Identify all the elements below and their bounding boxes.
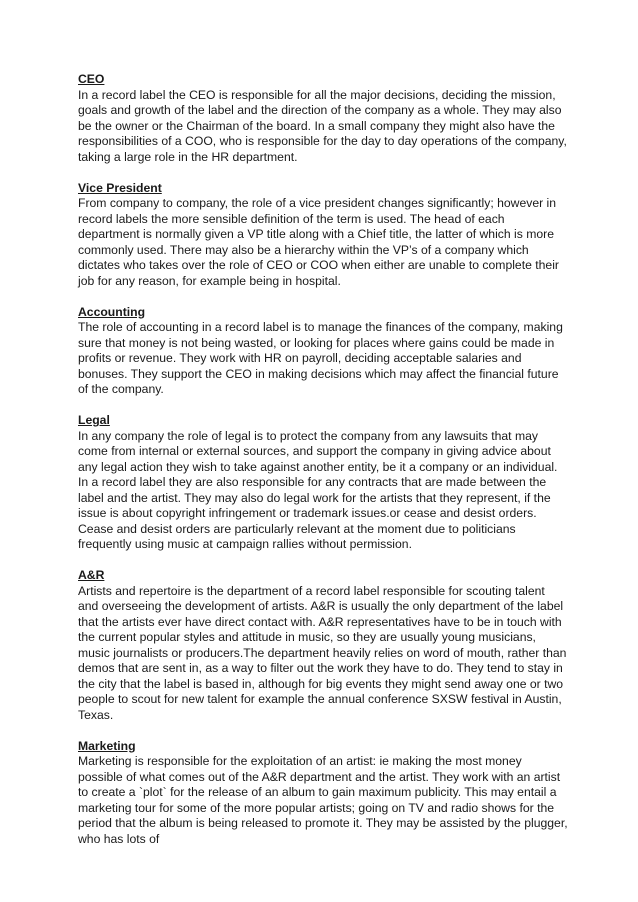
section-heading: Marketing — [78, 738, 136, 753]
section-heading: Accounting — [78, 304, 146, 319]
section-legal — [78, 413, 568, 553]
section-heading: A&R — [78, 568, 105, 582]
section-paragraph: In a record label the CEO is responsible for all the major decisions, deciding the mission, goals and growth of the label and the direction of the company as a whole. They may also be the owner or the Chairman of the board. In a small company they might also have the responsibilities of a COO, who is responsible for the day to day operations of the company, taking a large role in the HR department. — [78, 87, 567, 164]
section-heading: Legal — [78, 413, 110, 427]
section-paragraph: Artists and repertoire is the department of a record label responsible for scouting talent and overseeing the development of artists. A&R is usually the only department of the label that the artists ever have direct contact with. A&R representatives have to be in touch with the current popular styles and attitude in music, so they are usually young musicians, music journalists or producers.The department heavily relies on word of mouth, rather than demos that are sent in, as a way to filter out the work they have to do. They tend to stay in the city that the label is based in, although for big events they might send away one or two people to scout for new talent for example the annual conference SXSW festival in Austin, Texas. — [78, 583, 567, 722]
section-heading: Vice President — [78, 180, 162, 195]
section-paragraph: The role of accounting in a record label is to manage the finances of the company, making sure that money is not being wasted, or looking for places where gains could be made in profits or revenue. They work with HR on payroll, deciding acceptable salaries and bonuses. They support the CEO in making decisions which may affect the financial future of the company. — [78, 320, 563, 396]
section-heading: CEO — [78, 72, 105, 86]
section-a-and-r — [78, 568, 568, 723]
section-paragraph: From company to company, the role of a vice president changes significantly; however in record labels the more sensible definition of the term is used. The head of each department is normally given a VP title along with a Chief title, the latter of which is more commonly used. There may also be a hierarchy within the VP’s of a company which dictates who takes over the role of CEO or COO when either are unable to complete their job for any reason, for example being in hospital. — [78, 196, 559, 288]
section-paragraph: In any company the role of legal is to protect the company from any lawsuits that may come from internal or external sources, and support the company in giving advice about any legal action they wish to take against another entity, be it a company or an individual. In a record label they are also responsible for any contracts that are made between the label and the artist. They may also do legal work for the artists that they represent, if the issue is about copyright infringement or trademark issues.or cease and desist orders. Cease and desist orders are particularly relevant at the moment due to politicians frequently using music at campaign rallies without permission. — [78, 428, 558, 551]
section-accounting — [78, 305, 568, 398]
section-marketing — [78, 739, 568, 848]
section-paragraph: Marketing is responsible for the exploitation of an artist: ie making the most money possible of what comes out of the A&R department and the artist. They work with an artist to create a `plot` for the release of an album to gain maximum publicity. This may entail a marketing tour for some of the more popular artists; going on TV and radio shows for the period that the album is being released to promote it. They may be assisted by the plugger, who has lots of — [78, 754, 568, 846]
section-vice-president — [78, 181, 568, 290]
document-body — [78, 72, 568, 863]
section-ceo — [78, 72, 568, 165]
